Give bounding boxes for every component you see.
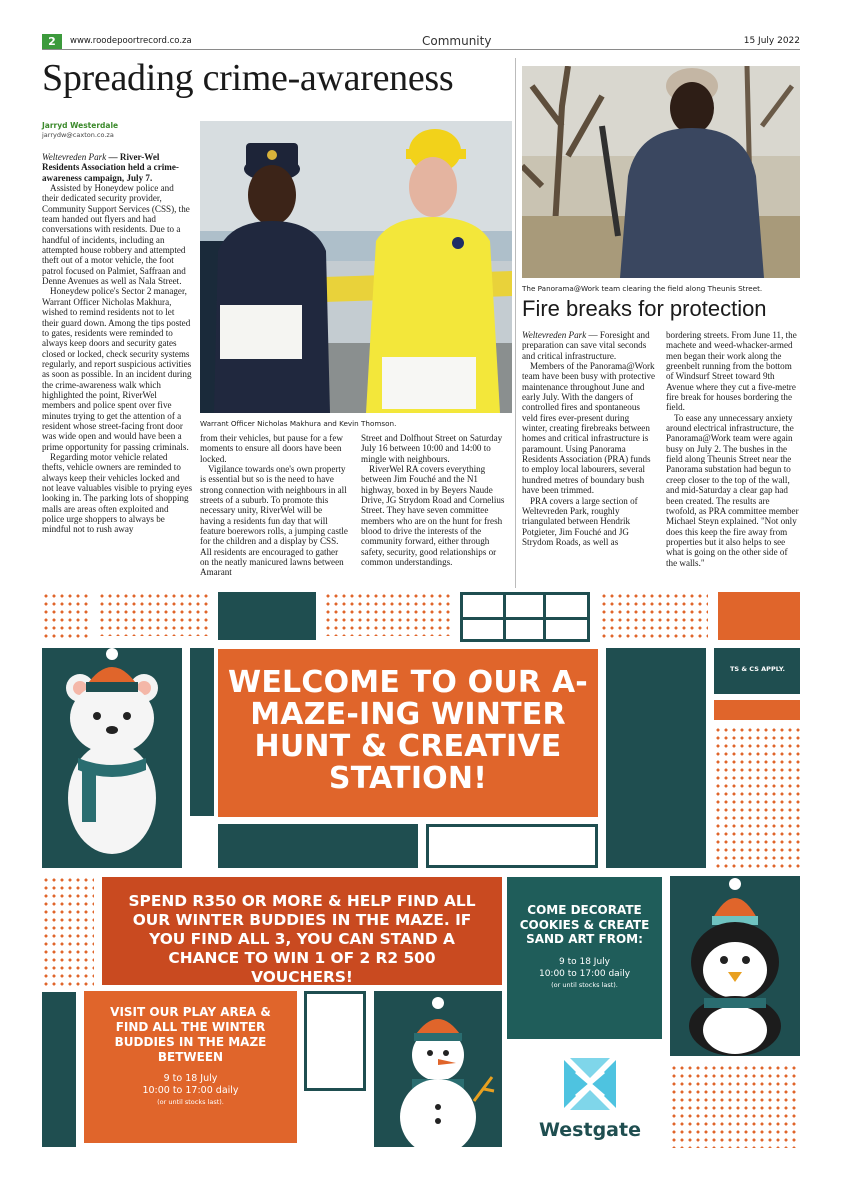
site-url[interactable]: www.roodepoortrecord.co.za bbox=[70, 36, 192, 46]
photo-caption: Warrant Officer Nicholas Makhura and Kevin Thomson. bbox=[200, 419, 397, 428]
pattern-tile bbox=[42, 876, 94, 986]
pattern-tile bbox=[606, 648, 706, 868]
paragraph: PRA covers a large section of Weltevreden Park, roughly triangulated between Hendrik Potgieter, Jim Fouché and JG Strydom Roads, as well as bbox=[522, 495, 638, 547]
play-area-times: 10:00 to 17:00 daily bbox=[142, 1085, 239, 1096]
play-area-dates: 9 to 18 July bbox=[163, 1073, 218, 1084]
police-photo bbox=[200, 121, 512, 413]
pattern-tile bbox=[42, 592, 90, 640]
author-name: Jarryd Westerdale bbox=[42, 121, 119, 130]
play-area-panel bbox=[84, 991, 297, 1143]
terms-note: TS & CS APPLY. bbox=[730, 665, 785, 673]
advert-title: WELCOME TO OUR A-MAZE-ING WINTER HUNT & CREATIVE STATION! bbox=[218, 649, 598, 817]
paragraph: Regarding motor vehicle related thefts, vehicle owners are reminded to always keep their vehicles locked and not leave valuables visible to prying eyes looking in. The parking lots of shopping malls are areas often exploited and police urge shoppers to always be mindful not to rush away bbox=[42, 451, 192, 535]
play-area-note: (or until stocks last). bbox=[157, 1098, 224, 1106]
pattern-tile bbox=[714, 726, 800, 868]
lead-column-3 bbox=[361, 433, 511, 583]
second-dateline: Weltevreden Park bbox=[522, 330, 587, 340]
paragraph: To ease any unnecessary anxiety around electrical infrastructure, the Panorama@Work team were again busy on July 2. The bushes in the field along Theunis Street near the Panorama substation had begun to creep closer to the top of the wall, and mid-Saturday a clear gap had been created. The results are twofold, as PRA committee member Michael Steyn explained. "Not only does this keep the fire away from properties but it also helps to see what is going on the other side of the walls." bbox=[666, 412, 799, 568]
pattern-tile bbox=[190, 648, 214, 816]
paragraph: Members of the Panorama@Work team have been busy with protective maintenance throughout June and early July. With the dangers of controlled fires and spontaneous veld fires ever-present during winter, creating firebreaks between homes and critical infrastructure is paramount. Using Panorama Residents Association (PRA) funds to employ local labourers, several hundred metres of boundary bush have been trimmed. bbox=[522, 361, 656, 496]
section-name: Community bbox=[422, 34, 492, 48]
paragraph: bordering streets. From June 11, the machete and weed-whacker-armed men began their work along the greenbelt running from the bottom of Windsurf Street toward 9th Avenue where they cut a five-metre fire break for houses bordering the field. bbox=[666, 330, 797, 413]
pattern-tile bbox=[324, 592, 452, 636]
pattern-tile bbox=[670, 1064, 800, 1148]
penguin-icon bbox=[670, 876, 800, 1056]
spend-offer: SPEND R350 OR MORE & HELP FIND ALL OUR WINTER BUDDIES IN THE MAZE. IF YOU FIND ALL 3, YOU CAN STAND A CHANCE TO WIN 1 OF 2 R2 500 VOUCHERS! bbox=[102, 877, 502, 985]
paragraph: Street and Dolfhout Street on Saturday July 16 between 10:00 and 14:00 to mingle with neighbours. bbox=[361, 433, 503, 464]
issue-date: 15 July 2022 bbox=[743, 36, 800, 46]
paragraph: Assisted by Honeydew police and their dedicated security provider, Community Support Services (CSS), the team handed out flyers and had conversations with residents. Due to a handful of incidents, including an attempted house robbery and attempted theft out of a motor vehicle, the foot patrol focused on Palmiet, Saffraan and Denne Avenues as well as Nala Street. bbox=[42, 183, 190, 287]
lead-headline: Spreading crime-awareness bbox=[42, 57, 454, 99]
page-number: 2 bbox=[42, 34, 62, 49]
second-column-1 bbox=[522, 330, 656, 588]
lead-dateline: Weltevreden Park bbox=[42, 152, 107, 162]
pattern-tile bbox=[218, 592, 316, 640]
cookies-note: (or until stocks last). bbox=[551, 980, 618, 989]
brand-name: Westgate bbox=[539, 1119, 641, 1141]
pattern-tile bbox=[714, 700, 800, 720]
maze-tile bbox=[426, 824, 598, 868]
pattern-tile bbox=[718, 592, 800, 640]
cookies-dates: 9 to 18 July bbox=[559, 956, 610, 967]
lead-intro: — River-Wel Residents Association held a crime-awareness campaign, July 7. bbox=[42, 152, 179, 183]
paragraph: Honeydew police's Sector 2 manager, Warrant Officer Nicholas Makhura, wished to remind residents not to let their guard down. Among the tips posted to gates, residents were reminded to always keep doors and security gates closed or locked, check security systems regularly, and report suspicious activities as soon as possible. In an incident during the crime-awareness walk which highlighted the point, RiverWel members and police spent over five minutes trying to get the attention of a resident whose street-facing front door was wide open and would have been a prime opportunity for passing criminals. bbox=[42, 286, 192, 452]
lead-column-2 bbox=[200, 433, 348, 583]
second-column-2 bbox=[666, 330, 800, 588]
second-intro: — Foresight and preparation can save vital seconds and critical infrastructure. bbox=[522, 330, 650, 361]
paragraph: Vigilance towards one's own property is essential but so is the need to have strong connection with neighbours in all streets of a suburb. To promote this necessary unity, RiverWel will be having a residents fun day that will feature boerewors rolls, a jumping castle for the children and a display by CSS. All residents are encouraged to gather on the neatly manicured lawns between Amarant bbox=[200, 464, 348, 578]
maze-tile bbox=[304, 991, 366, 1091]
author-email[interactable]: jarrydw@caxton.co.za bbox=[42, 131, 114, 139]
lead-column-1 bbox=[42, 152, 192, 582]
westgate-advert[interactable] bbox=[42, 592, 800, 1155]
polar-bear-icon bbox=[42, 648, 182, 868]
page-header bbox=[42, 34, 800, 50]
photo-caption: The Panorama@Work team clearing the field along Theunis Street. bbox=[522, 284, 763, 293]
second-headline: Fire breaks for protection bbox=[522, 296, 767, 321]
maze-tile bbox=[460, 592, 590, 642]
pattern-tile bbox=[218, 824, 418, 868]
paragraph: RiverWel RA covers everything between Jim Fouché and the N1 highway, boxed in by Beyers Naude Drive, JG Strydom Road and Cornelius Street. They have seven committee members who are on the hunt for fresh blood to drive the interests of the community forward, either through safety, security, good relationships or common understandings. bbox=[361, 464, 505, 568]
westgate-logo-icon bbox=[560, 1056, 620, 1112]
pattern-tile bbox=[600, 592, 708, 642]
panorama-photo bbox=[522, 66, 800, 278]
cookies-times: 10:00 to 17:00 daily bbox=[538, 968, 631, 979]
snowman-icon bbox=[374, 991, 502, 1147]
cookies-panel bbox=[507, 877, 662, 1039]
pattern-tile bbox=[42, 992, 76, 1147]
column-divider bbox=[515, 58, 516, 588]
play-area-heading: VISIT OUR PLAY AREA & FIND ALL THE WINTER BUDDIES IN THE MAZE BETWEEN bbox=[110, 1005, 271, 1064]
pattern-tile bbox=[98, 592, 210, 636]
cookies-heading: COME DECORATE COOKIES & CREATE SAND ART FROM: bbox=[519, 903, 650, 946]
paragraph: from their vehicles, but pause for a few moments to ensure all doors have been locked. bbox=[200, 433, 343, 464]
westgate-logo[interactable] bbox=[518, 1048, 662, 1148]
